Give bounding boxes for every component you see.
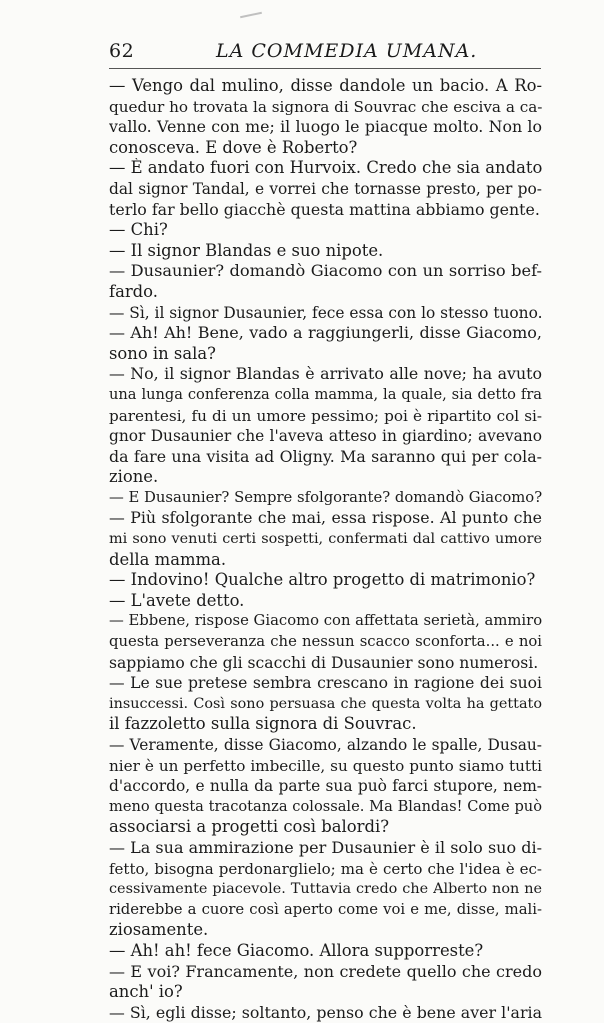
text-line: d'accordo, e nulla da parte sua può farci stupore, nem- (109, 777, 542, 796)
text-line: cessivamente piacevole. Tuttavia credo che Alberto non ne (109, 881, 542, 898)
text-line: questa perseveranza che nessun scacco sconforta... e noi (109, 633, 542, 651)
text-line: — Ebbene, rispose Giacomo con affettata serietà, ammiro (109, 612, 542, 630)
text-line: conosceva. E dove è Roberto? (109, 137, 358, 157)
text-line: sappiamo che gli scacchi di Dusaunier sono numerosi. (109, 653, 539, 672)
running-title: LA COMMEDIA UMANA. (216, 40, 478, 62)
body-text (109, 76, 542, 1023)
text-line: gnor Dusaunier che l'aveva atteso in giardino; avevano (109, 427, 542, 446)
text-line: — Dusaunier? domandò Giacomo con un sorriso bef- (109, 261, 542, 281)
text-line: meno questa tracotanza colossale. Ma Blandas! Come può (109, 797, 542, 815)
text-line: dal signor Tandal, e vorrei che tornasse presto, per po- (109, 179, 542, 198)
text-line: — Chi? (109, 220, 168, 240)
text-line: insuccessi. Così sono persuasa che questa volta ha gettato (109, 695, 542, 712)
text-line: il fazzoletto sulla signora di Souvrac. (109, 714, 417, 734)
header-rule (109, 68, 541, 69)
text-line: — Più sfolgorante che mai, essa rispose. Al punto che (109, 508, 542, 528)
text-line: — E voi? Francamente, non credete quello che credo (109, 961, 542, 981)
text-line: fardo. (109, 281, 158, 301)
text-line: una lunga conferenza colla mamma, la quale, sia detto fra (109, 385, 542, 403)
text-line: da fare una visita ad Oligny. Ma saranno qui per cola- (109, 446, 542, 466)
text-line: — Ah! Ah! Bene, vado a raggiungerli, disse Giacomo, (109, 323, 542, 343)
text-line: — Sì, il signor Dusaunier, fece essa con lo stesso tuono. (109, 303, 542, 322)
text-line: riderebbe a cuore così aperto come voi e me, disse, mali- (109, 900, 542, 918)
text-line: — La sua ammirazione per Dusaunier è il solo suo di- (109, 837, 542, 857)
text-line: — No, il signor Blandas è arrivato alle nove; ha avuto (109, 364, 542, 384)
text-line: anch' io? (109, 982, 183, 1002)
text-line: zione. (109, 467, 159, 487)
text-line: — E Dusaunier? Sempre sfolgorante? domandò Giacomo? (109, 488, 542, 506)
text-line: mi sono venuti certi sospetti, confermati dal cattivo umore (109, 531, 542, 548)
text-line: vallo. Venne con me; il luogo le piacque molto. Non lo (109, 117, 542, 137)
text-line: associarsi a progetti così balordi? (109, 817, 389, 837)
text-line: — Ah! ah! fece Giacomo. Allora supporreste? (109, 940, 484, 960)
text-line: — È andato fuori con Hurvoix. Credo che sia andato (109, 158, 542, 178)
text-line: sono in sala? (109, 343, 216, 363)
text-line: — Vengo dal mulino, disse dandole un bacio. A Ro- (109, 76, 542, 95)
text-line: — Sì, egli disse; soltanto, penso che è bene aver l'aria (109, 1002, 542, 1022)
page-number: 62 (109, 40, 135, 62)
text-line: nier è un perfetto imbecille, su questo punto siamo tutti (109, 756, 542, 775)
text-line: — Veramente, disse Giacomo, alzando le spalle, Dusau- (109, 736, 542, 754)
ink-smudge (240, 12, 262, 19)
text-line: ziosamente. (109, 920, 209, 940)
text-line: fetto, bisogna perdonarglielo; ma è certo che l'idea è ec- (109, 859, 542, 878)
text-line: della mamma. (109, 549, 227, 569)
page-header (109, 40, 542, 66)
text-line: quedur ho trovata la signora di Souvrac che esciva a ca- (109, 97, 542, 116)
text-line: — Le sue pretese sembra crescano in ragione dei suoi (109, 674, 542, 693)
text-line: — Indovino! Qualche altro progetto di matrimonio? (109, 570, 536, 590)
text-line: — L'avete detto. (109, 590, 245, 610)
text-line: terlo far bello giacchè questa mattina abbiamo gente. (109, 199, 540, 219)
text-line: — Il signor Blandas e suo nipote. (109, 240, 384, 260)
text-line: parentesi, fu di un umore pessimo; poi è ripartito col si- (109, 406, 542, 425)
